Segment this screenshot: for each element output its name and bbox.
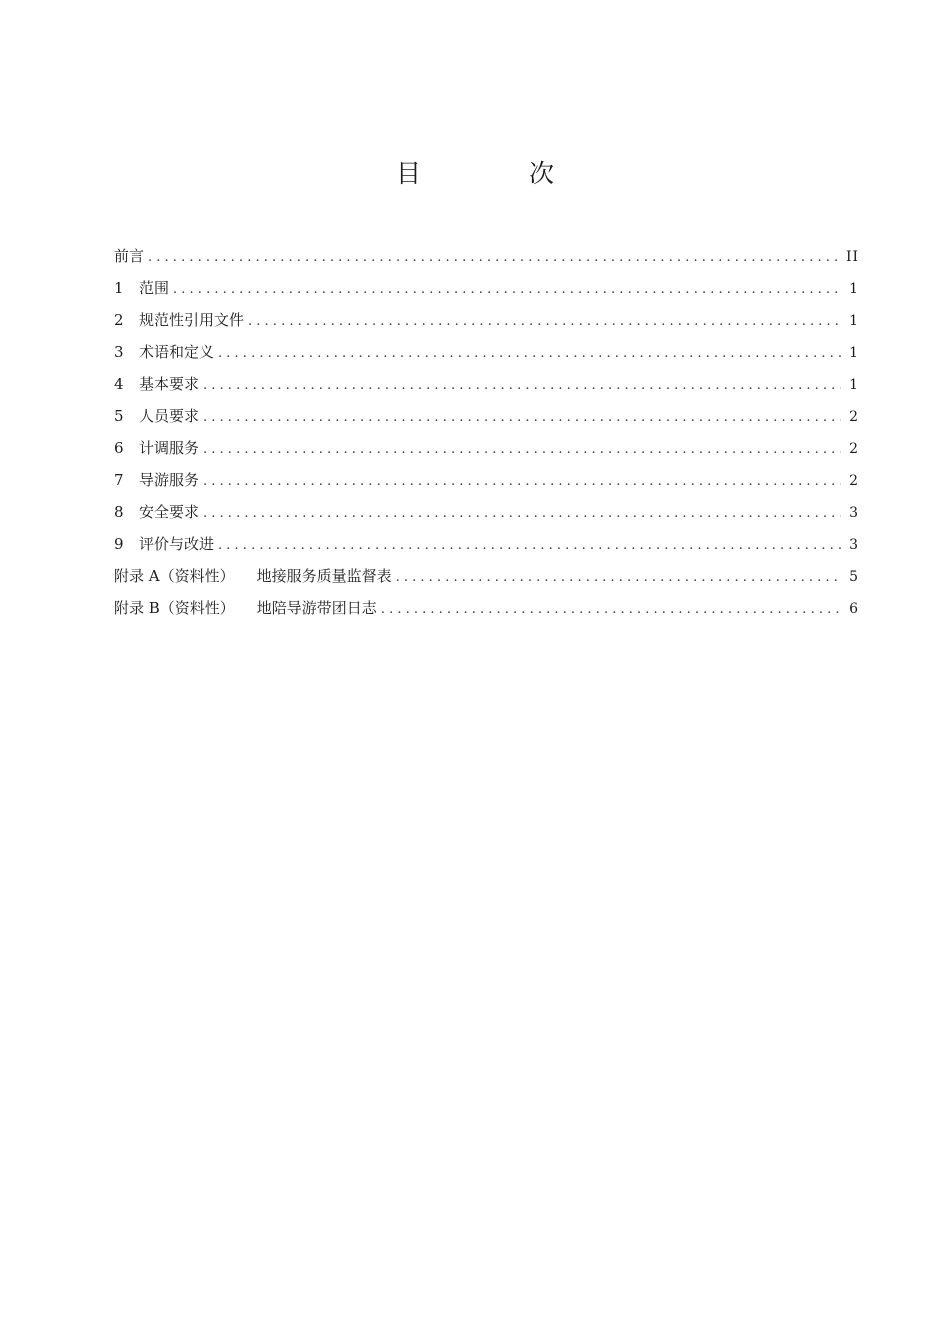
- toc-page-number: 2: [849, 473, 859, 489]
- toc-entry-title: 规范性引用文件: [139, 311, 245, 329]
- toc-page-number: 1: [849, 281, 859, 297]
- toc-appendix-label: 附录 A（资料性）: [114, 567, 235, 585]
- toc-entry-title: 评价与改进: [139, 535, 215, 553]
- toc-page-number: II: [845, 249, 859, 265]
- toc-entry-number: 8: [114, 503, 124, 521]
- toc-entry-title: 人员要求: [139, 407, 200, 425]
- toc-entry-1[interactable]: [114, 272, 859, 304]
- toc-entry-4[interactable]: [114, 368, 859, 400]
- toc-entry-number: 9: [114, 535, 124, 553]
- toc-page-number: 2: [849, 409, 859, 425]
- toc-dot-leader: [203, 498, 841, 530]
- toc-entry-title: 术语和定义: [139, 343, 215, 361]
- toc-entry-3[interactable]: [114, 336, 859, 368]
- toc-dot-leader: [148, 242, 840, 274]
- toc-entry-number: 2: [114, 311, 124, 329]
- toc-entry-number: 1: [114, 279, 124, 297]
- toc-page-number: 1: [849, 377, 859, 393]
- toc-dot-leader: [381, 594, 841, 626]
- toc-dot-leader: [218, 338, 841, 370]
- toc-page-number: 3: [849, 505, 859, 521]
- toc-entry-number: 5: [114, 407, 124, 425]
- toc-entry-2[interactable]: [114, 304, 859, 336]
- toc-entry-9[interactable]: [114, 528, 859, 560]
- toc-dot-leader: [203, 370, 841, 402]
- toc-dot-leader: [203, 402, 841, 434]
- toc-page-number: 1: [849, 345, 859, 361]
- toc-entry-title: 地陪导游带团日志: [256, 599, 377, 617]
- toc-entry-title: 计调服务: [139, 439, 200, 457]
- toc-page-number: 5: [849, 569, 859, 585]
- toc-entry-title: 前言: [114, 247, 145, 265]
- toc-page-number: 3: [849, 537, 859, 553]
- toc-dot-leader: [173, 274, 841, 306]
- toc-entry-title: 基本要求: [139, 375, 200, 393]
- toc-appendix-label: 附录 B（资料性）: [114, 599, 235, 617]
- toc-dot-leader: [203, 434, 841, 466]
- toc-entry-title: 安全要求: [139, 503, 200, 521]
- toc-entry-title: 导游服务: [139, 471, 200, 489]
- toc-dot-leader: [203, 466, 841, 498]
- toc-page-number: 6: [849, 601, 859, 617]
- toc-entry-title: 范围: [139, 279, 170, 297]
- toc-entry-number: 7: [114, 471, 124, 489]
- toc-dot-leader: [396, 562, 841, 594]
- page-title: 目 次: [396, 159, 604, 188]
- toc-page-number: 2: [849, 441, 859, 457]
- toc-dot-leader: [218, 530, 841, 562]
- toc-entry-6[interactable]: [114, 432, 859, 464]
- toc-entry-7[interactable]: [114, 464, 859, 496]
- toc-page-number: 1: [849, 313, 859, 329]
- toc-entry-number: 4: [114, 375, 124, 393]
- toc-dot-leader: [248, 306, 841, 338]
- toc-entry-title: 地接服务质量监督表: [256, 567, 392, 585]
- toc-entry-8[interactable]: [114, 496, 859, 528]
- toc-entry-foreword[interactable]: [114, 240, 859, 272]
- toc-entry-appendix-b[interactable]: [114, 592, 859, 624]
- toc-entry-5[interactable]: [114, 400, 859, 432]
- toc-entry-appendix-a[interactable]: [114, 560, 859, 592]
- toc-entry-number: 6: [114, 439, 124, 457]
- table-of-contents: [114, 240, 859, 624]
- toc-entry-number: 3: [114, 343, 124, 361]
